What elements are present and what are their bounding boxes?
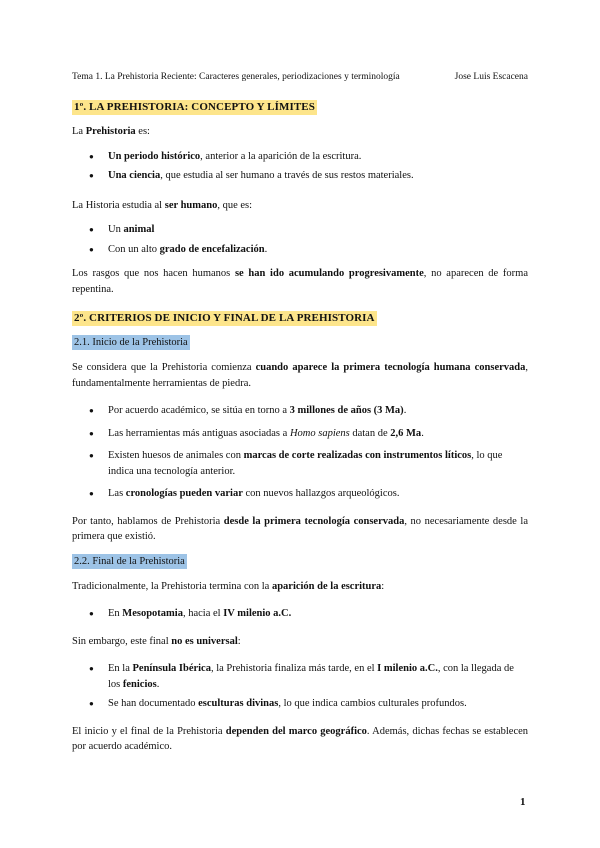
document-body	[72, 100, 528, 764]
bullet-icon: ●	[89, 225, 94, 234]
subsection-2-2-list	[72, 606, 528, 622]
bullet-icon: ●	[89, 699, 94, 708]
bullet-icon: ●	[89, 489, 94, 498]
header-title: Tema 1. La Prehistoria Reciente: Caracteres generales, periodizaciones y terminología	[72, 72, 400, 82]
bullet-icon: ●	[89, 451, 94, 460]
list-item: ● Un animal	[72, 222, 528, 238]
subsection-2-2-closing: El inicio y el final de la Prehistoria dependen del marco geográfico. Además, dichas fechas se establecen por acuerdo académico.	[72, 725, 529, 752]
section-1-intro-2: La Historia estudia al ser humano, que es:	[72, 199, 253, 211]
bullet-icon: ●	[89, 151, 94, 161]
bullet-icon: ●	[89, 406, 94, 415]
section-1-intro: La Prehistoria es:	[72, 126, 150, 137]
list-item: ● Se han documentado esculturas divinas, lo que indica cambios culturales profundos.	[72, 696, 528, 712]
subsection-2-1-heading: 2.1. Inicio de la Prehistoria	[74, 337, 188, 348]
subsection-2-1-list	[72, 403, 528, 502]
bullet-icon: ●	[89, 171, 94, 180]
subsection-2-1-closing: Por tanto, hablamos de Prehistoria desde la primera tecnología conservada, no necesariamente desde la primera que existió.	[72, 515, 528, 542]
section-2-heading: 2º. CRITERIOS DE INICIO Y FINAL DE LA PREHISTORIA	[74, 312, 375, 324]
subsection-2-2-para-2: Sin embargo, este final no es universal:	[72, 635, 241, 647]
list-item: ● Una ciencia, que estudia al ser humano a través de sus restos materiales.	[72, 168, 528, 184]
subsection-2-1-para: Se considera que la Prehistoria comienza cuando aparece la primera tecnología humana conservada, fundamentalmente herramientas de piedra.	[72, 362, 528, 389]
subsection-2-2-list-2	[72, 661, 528, 712]
page-number: 1	[520, 796, 526, 808]
list-item: ● Existen huesos de animales con marcas de corte realizadas con instrumentos líticos, lo que indica una tecnología anterior.	[89, 450, 503, 477]
section-1-list-2	[72, 222, 528, 257]
list-item: ● Las herramientas más antiguas asociadas a Homo sapiens datan de 2,6 Ma.	[72, 426, 528, 442]
subsection-2-2-para: Tradicionalmente, la Prehistoria termina con la aparición de la escritura:	[72, 580, 385, 592]
list-item: ● Las cronologías pueden variar con nuevos hallazgos arqueológicos.	[72, 486, 528, 502]
bullet-icon: ●	[89, 664, 94, 673]
list-item: ● Un periodo histórico, anterior a la aparición de la escritura.	[72, 149, 528, 165]
section-1-heading: 1º. LA PREHISTORIA: CONCEPTO Y LÍMITES	[74, 101, 315, 113]
bullet-icon: ●	[89, 428, 94, 438]
header-author: Jose Luis Escacena	[454, 72, 528, 82]
section-1-list	[72, 149, 528, 184]
list-item: ● Por acuerdo académico, se sitúa en torno a 3 millones de años (3 Ma).	[72, 403, 528, 419]
list-item: ● En la Península Ibérica, la Prehistoria finaliza más tarde, en el I milenio a.C., con la llegada de los fenicios.	[89, 663, 514, 690]
subsection-2-2-heading: 2.2. Final de la Prehistoria	[74, 555, 185, 567]
list-item: ● Con un alto grado de encefalización.	[72, 242, 528, 258]
bullet-icon: ●	[89, 609, 94, 618]
section-1-closing: Los rasgos que nos hacen humanos se han ido acumulando progresivamente, no aparecen de forma repentina.	[72, 268, 528, 295]
list-item: ● En Mesopotamia, hacia el IV milenio a.C.	[72, 606, 528, 622]
bullet-icon: ●	[89, 244, 94, 254]
